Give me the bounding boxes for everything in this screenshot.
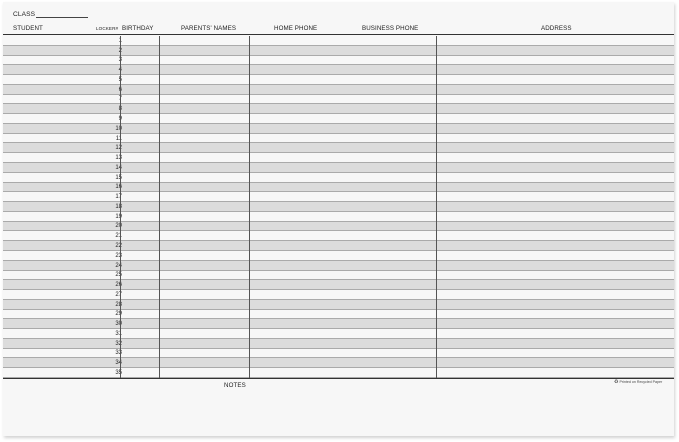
- row-number: 31: [115, 330, 122, 337]
- table-row[interactable]: [3, 75, 674, 85]
- row-number: 4: [118, 67, 122, 74]
- row-number: 10: [115, 125, 122, 132]
- row-number: 14: [115, 164, 122, 171]
- table-row[interactable]: [3, 231, 674, 241]
- row-number: 24: [115, 262, 122, 269]
- table-row[interactable]: [3, 183, 674, 193]
- column-header-business-phone: BUSINESS PHONE: [362, 25, 419, 32]
- table-row[interactable]: [3, 290, 674, 300]
- table-row[interactable]: [3, 65, 674, 75]
- table-row[interactable]: [3, 114, 674, 124]
- table-row[interactable]: [3, 212, 674, 222]
- row-number: 26: [115, 282, 122, 289]
- table-row[interactable]: [3, 134, 674, 144]
- table-row[interactable]: [3, 202, 674, 212]
- column-divider-home-phone: [249, 36, 250, 378]
- table-row[interactable]: [3, 163, 674, 173]
- column-divider-parents: [159, 36, 160, 378]
- table-row[interactable]: [3, 143, 674, 153]
- row-number: 23: [115, 252, 122, 259]
- row-number: 32: [115, 340, 122, 347]
- table-row[interactable]: [3, 46, 674, 56]
- table-row[interactable]: [3, 280, 674, 290]
- row-number: 15: [115, 174, 122, 181]
- recycle-icon: ♻: [614, 379, 619, 385]
- table-row[interactable]: [3, 104, 674, 114]
- column-header-address: ADDRESS: [541, 25, 572, 32]
- row-number: 18: [115, 203, 122, 210]
- table-row[interactable]: [3, 241, 674, 251]
- row-number: 21: [115, 233, 122, 240]
- row-number: 20: [115, 223, 122, 230]
- row-number: 9: [118, 115, 122, 122]
- student-rows: [3, 36, 674, 378]
- row-number: 28: [115, 301, 122, 308]
- row-number: 3: [118, 57, 122, 64]
- recycled-paper-text: Printed on Recycled Paper: [619, 379, 663, 384]
- table-row[interactable]: [3, 271, 674, 281]
- row-number: 8: [118, 106, 122, 113]
- table-row[interactable]: [3, 300, 674, 310]
- record-sheet: [3, 2, 674, 436]
- column-divider-birthday: [120, 36, 121, 378]
- table-row[interactable]: [3, 124, 674, 134]
- table-row[interactable]: [3, 192, 674, 202]
- header-rule: [3, 34, 674, 35]
- row-number: 2: [118, 47, 122, 54]
- table-row[interactable]: [3, 358, 674, 368]
- class-fill-line[interactable]: [36, 17, 88, 18]
- table-row[interactable]: [3, 310, 674, 320]
- table-row[interactable]: [3, 368, 674, 378]
- row-number: 19: [115, 213, 122, 220]
- row-number: 6: [118, 86, 122, 93]
- table-row[interactable]: [3, 95, 674, 105]
- column-header-student: STUDENT: [13, 25, 43, 32]
- table-row[interactable]: [3, 349, 674, 359]
- table-row[interactable]: [3, 56, 674, 66]
- table-row[interactable]: [3, 339, 674, 349]
- table-row[interactable]: [3, 36, 674, 46]
- notes-label: NOTES: [224, 382, 246, 389]
- row-number: 29: [115, 311, 122, 318]
- table-row[interactable]: [3, 251, 674, 261]
- row-number: 35: [115, 370, 122, 377]
- row-number: 34: [115, 360, 122, 367]
- table-row[interactable]: [3, 153, 674, 163]
- column-header-locker: LOCKER#: [96, 26, 119, 31]
- column-header-birthday: BIRTHDAY: [122, 25, 154, 32]
- row-number: 33: [115, 350, 122, 357]
- column-header-parents-names: PARENTS' NAMES: [181, 25, 237, 32]
- table-row[interactable]: [3, 319, 674, 329]
- row-number: 22: [115, 242, 122, 249]
- row-number: 30: [115, 321, 122, 328]
- table-row[interactable]: [3, 329, 674, 339]
- row-number: 27: [115, 291, 122, 298]
- column-header-home-phone: HOME PHONE: [274, 25, 318, 32]
- row-number: 11: [115, 135, 122, 142]
- table-row[interactable]: [3, 173, 674, 183]
- table-row[interactable]: [3, 261, 674, 271]
- row-number: 25: [115, 272, 122, 279]
- footer-rule: [3, 378, 674, 379]
- row-number: 17: [115, 194, 122, 201]
- table-row[interactable]: [3, 222, 674, 232]
- row-number: 5: [118, 76, 122, 83]
- column-divider-address: [436, 36, 437, 378]
- row-number: 13: [115, 155, 122, 162]
- table-row[interactable]: [3, 85, 674, 95]
- recycled-paper-note: [614, 379, 662, 385]
- row-number: 12: [115, 145, 122, 152]
- row-number: 16: [115, 184, 122, 191]
- class-label: CLASS: [13, 11, 36, 18]
- row-number: 7: [118, 96, 122, 103]
- row-number: 1: [118, 37, 122, 44]
